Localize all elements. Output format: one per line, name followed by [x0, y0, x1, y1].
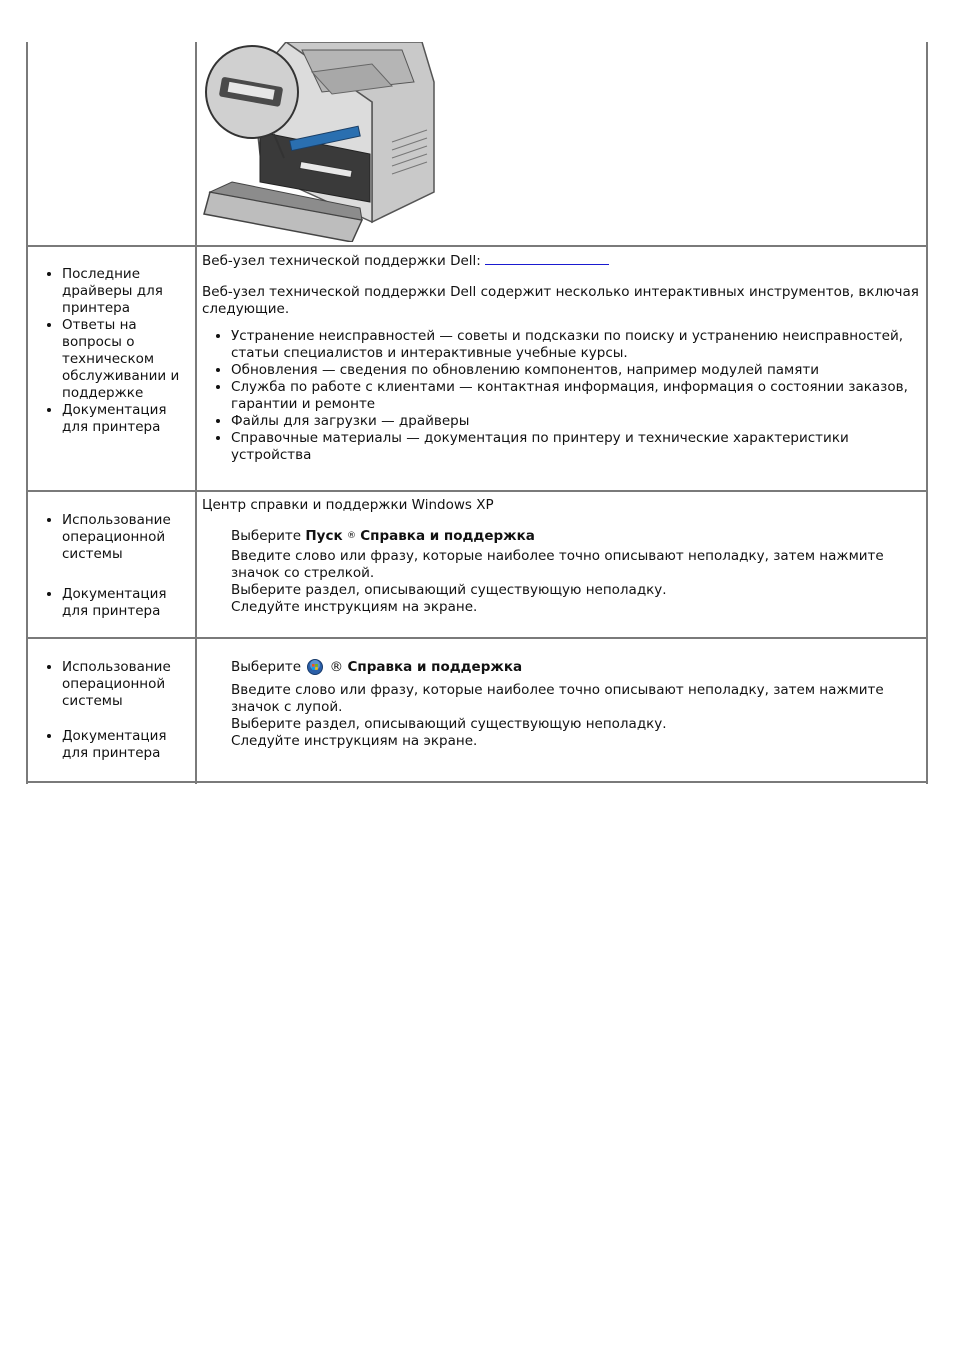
- row4-right: [202, 659, 922, 750]
- list-item: • Служба по работе с клиентами — контактная информация, информация о состоянии заказов, гарантии и ремонте: [231, 379, 922, 413]
- steps-list: [202, 528, 922, 616]
- list-item: • Файлы для загрузки — драйверы: [231, 413, 922, 430]
- steps-list: [202, 659, 922, 750]
- arrow-separator: ®: [346, 531, 356, 541]
- topic-list: [28, 266, 193, 436]
- row-divider: [26, 245, 928, 247]
- row4-left: [28, 659, 193, 762]
- step-2: Введите слово или фразу, которые наиболее точно описывают неполадку, затем нажмите значок со стрелкой.: [231, 548, 884, 581]
- section-title: Центр справки и поддержки Windows XP: [202, 497, 494, 513]
- step-2: Введите слово или фразу, которые наиболее точно описывают неполадку, затем нажмите значок с лупой.: [231, 682, 884, 715]
- list-item: • Использование операционной системы: [62, 512, 193, 563]
- table-border-middle: [195, 42, 197, 784]
- step-1: [231, 659, 922, 676]
- list-item: • Справочные материалы — документация по принтеру и технические характеристики устройства: [231, 430, 922, 464]
- list-item: • Документация для принтера: [62, 586, 193, 620]
- row-divider: [26, 781, 928, 783]
- printer-with-cartridge-icon: [202, 42, 442, 242]
- start-menu-label: Пуск: [305, 528, 343, 544]
- support-site-line: [202, 252, 922, 270]
- windows-start-icon: [307, 659, 323, 675]
- step-4: Следуйте инструкциям на экране.: [231, 599, 478, 615]
- help-support-label: Справка и поддержка: [360, 528, 535, 544]
- row3-right: [202, 497, 922, 616]
- row3-left: [28, 512, 193, 620]
- arrow-separator: ®: [329, 659, 344, 675]
- row-divider: [26, 637, 928, 639]
- step-prefix: Выберите: [231, 528, 302, 544]
- table-border-right: [926, 42, 928, 784]
- step-4: Следуйте инструкциям на экране.: [231, 733, 478, 749]
- step-1: [231, 528, 922, 545]
- list-item: • Документация для принтера: [62, 402, 193, 436]
- topic-list: [28, 659, 193, 762]
- support-tools-list: [202, 328, 922, 464]
- printer-image: [202, 42, 442, 242]
- step-prefix: Выберите: [231, 659, 302, 675]
- step-3: Выберите раздел, описывающий существующую неполадку.: [231, 716, 667, 732]
- support-site-link[interactable]: [485, 252, 609, 265]
- list-item: • Использование операционной системы: [62, 659, 193, 710]
- list-item: • Документация для принтера: [62, 728, 193, 762]
- list-item: • Последние драйверы для принтера: [62, 266, 193, 317]
- step-3: Выберите раздел, описывающий существующую неполадку.: [231, 582, 667, 598]
- info-table: [26, 42, 928, 784]
- list-item: • Устранение неисправностей — советы и подсказки по поиску и устранению неисправностей, статьи специалистов и интерактивные учебные курсы.: [231, 328, 922, 362]
- row2-left: [28, 266, 193, 436]
- topic-list: [28, 512, 193, 620]
- row2-right: [202, 252, 922, 464]
- help-support-label: Справка и поддержка: [347, 659, 523, 675]
- support-site-description: Веб-узел технической поддержки Dell содержит несколько интерактивных инструментов, включая следующие.: [202, 284, 919, 317]
- list-item: • Обновления — сведения по обновлению компонентов, например модулей памяти: [231, 362, 922, 379]
- list-item: • Ответы на вопросы о техническом обслуживании и поддержке: [62, 317, 193, 402]
- support-site-label: Веб-узел технической поддержки Dell:: [202, 253, 481, 269]
- row-divider: [26, 490, 928, 492]
